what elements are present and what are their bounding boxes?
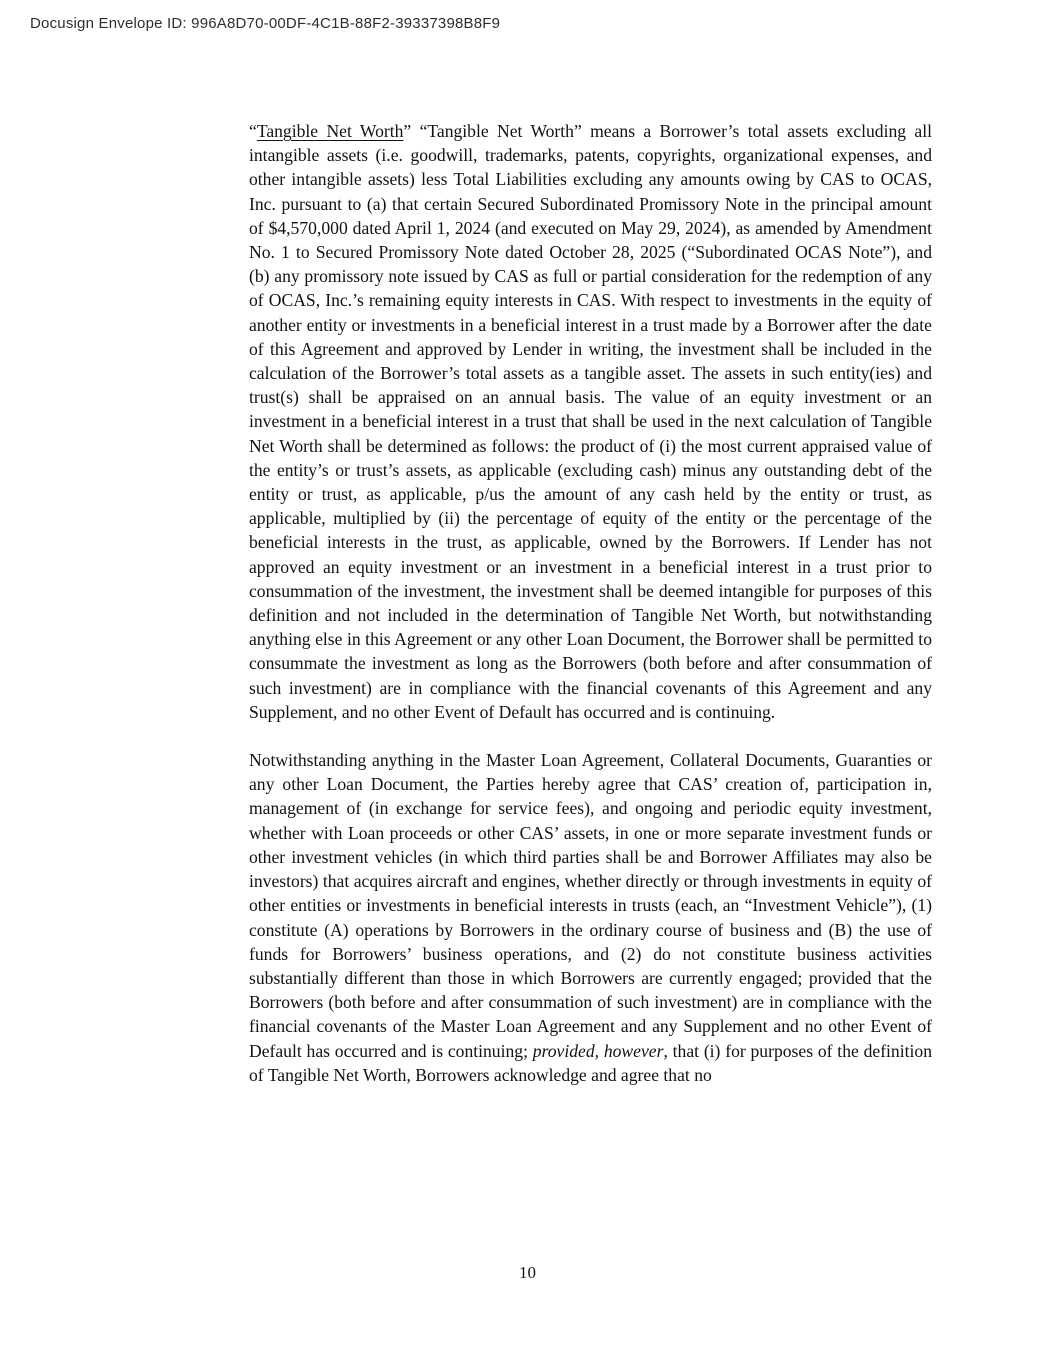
paragraph-text: Notwithstanding anything in the Master Loan Agreement, Collateral Documents, Guaranties or any other Loan Document, the Parties hereby agree that CAS’ creation of, participation in, management of (in exchange for service fees), and ongoing and periodic equity investment, whether with Loan proceeds or other CAS’ assets, in one or more separate investment funds or other investment vehicles (in which third parties shall be and Borrower Affiliates may also be investors) that acquires aircraft and engines, whether directly or through investments in equity of other entities or investments in beneficial interests in trusts (each, an “Investment Vehicle”), (1) constitute (A) operations by Borrowers in the ordinary course of business and (B) the use of funds for Borrowers’ business operations, and (2) do not constitute business activities substantially different than those in which Borrowers are currently engaged; provided that the Borrowers (both before and after consummation of such investment) are in compliance with the financial covenants of the Master Loan Agreement and any Supplement and no other Event of Default has occurred and is continuing; xyxy=(249,750,932,1061)
document-body xyxy=(249,119,932,1087)
paragraph-text: ” “Tangible Net Worth” means a Borrower’s total assets excluding all intangible assets (i.e. goodwill, trademarks, patents, copyrights, organizational expenses, and other intangible assets) less Total Liabilities excluding any amounts owing by CAS to OCAS, Inc. pursuant to (a) that certain Secured Subordinated Promissory Note in the principal amount of $4,570,000 dated April 1, 2024 (and executed on May 29, 2024), as amended by Amendment No. 1 to Secured Promissory Note dated October 28, 2025 (“Subordinated OCAS Note”), and (b) any promissory note issued by CAS as full or partial consideration for the redemption of any of OCAS, Inc.’s remaining equity interests in CAS. With respect to investments in the equity of another entity or investments in a beneficial interest in a trust made by a Borrower after the date of this Agreement and approved by Lender in writing, the investment shall be included in the calculation of the Borrower’s total assets as a tangible asset. The assets in such entity(ies) and trust(s) shall be appraised on an annual basis. The value of an equity investment or an investment in a beneficial interest in a trust that shall be used in the next calculation of Tangible Net Worth shall be determined as follows: the product of (i) the most current appraised value of the entity’s or trust’s assets, as applicable (excluding cash) minus any outstanding debt of the entity or trust, as applicable, p/us the amount of any cash held by the entity or trust, as applicable, multiplied by (ii) the percentage of equity of the entity or the percentage of the beneficial interests in the trust, as applicable, owned by the Borrowers. If Lender has not approved an equity investment or an investment in a beneficial interest in a trust prior to consummation of the investment, the investment shall be deemed intangible for purposes of this definition and not included in the determination of Tangible Net Worth, but notwithstanding anything else in this Agreement or any other Loan Document, the Borrower shall be permitted to consummate the investment as long as the Borrowers (both before and after consummation of such investment) are in compliance with the financial covenants of this Agreement and any Supplement, and no other Event of Default has occurred and is continuing. xyxy=(249,121,932,722)
docusign-envelope-id: Docusign Envelope ID: 996A8D70-00DF-4C1B-88F2-39337398B8F9 xyxy=(30,15,501,32)
paragraph-text: , that (i) for purposes of the definition of Tangible Net Worth, Borrowers acknowledge and agree that no xyxy=(249,1040,932,1085)
defined-term-tangible-net-worth: Tangible Net Worth xyxy=(256,121,404,141)
paragraph-tangible-net-worth-definition xyxy=(249,119,932,724)
paragraph-notwithstanding-master-loan xyxy=(249,748,932,1087)
page-number: 10 xyxy=(519,1263,536,1282)
italic-phrase-provided-however: provided, however xyxy=(532,1040,664,1061)
open-quote: “ xyxy=(249,121,257,141)
